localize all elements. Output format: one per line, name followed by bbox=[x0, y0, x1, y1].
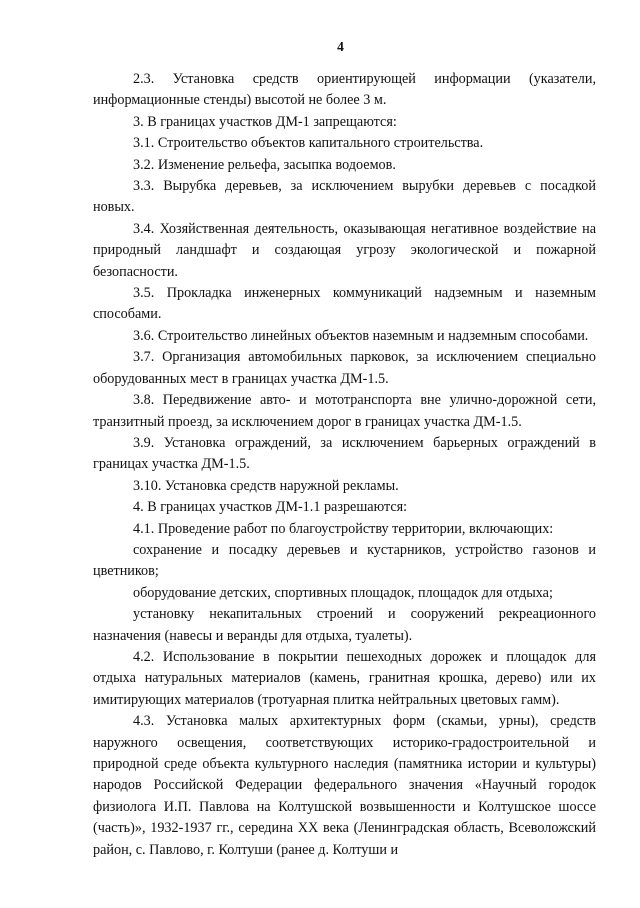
paragraph-3-3: 3.3. Вырубка деревьев, за исключением вырубки деревьев с посадкой новых. bbox=[93, 178, 596, 216]
paragraph-3-5: 3.5. Прокладка инженерных коммуникаций надземным и наземным способами. bbox=[93, 285, 596, 323]
paragraph-3-4: 3.4. Хозяйственная деятельность, оказывающая негативное воздействие на природный ландшафт и создающая угрозу экологической и пожарной безопасности. bbox=[93, 220, 596, 280]
document-body bbox=[93, 69, 596, 861]
paragraph-4-1-item-structures: установку некапитальных строений и сооружений рекреационного назначения (навесы и веранды для отдыха, туалеты). bbox=[93, 606, 596, 644]
paragraph-4-3: 4.3. Установка малых архитектурных форм (скамьи, урны), средств наружного освещения, соответствующих историко-градостроительной и природной среде объекта культурного наследия (памятника истории и культуры) народов Российской Федерации федерального значения «Научный городок физиолога И.П. Павлова на Колтушской возвышенности и Колтушское шоссе (часть)», 1932-1937 гг., середина XX века (Ленинградская область, Всеволожский район, с. Павлово, г. Колтуши (ранее д. Колтуши и bbox=[93, 713, 596, 858]
paragraph-2-3: 2.3. Установка средств ориентирующей информации (указатели, информационные стенды) высотой не более 3 м. bbox=[93, 71, 596, 109]
page-number: 4 bbox=[337, 39, 344, 54]
paragraph-4-2: 4.2. Использование в покрытии пешеходных дорожек и площадок для отдыха натуральных материалов (камень, гранитная крошка, дерево) или их имитирующих материалов (тротуарная плитка нейтральных цветовых гамм). bbox=[93, 648, 596, 708]
paragraph-3-1: 3.1. Строительство объектов капитального строительства. bbox=[133, 135, 484, 152]
paragraph-3-2: 3.2. Изменение рельефа, засыпка водоемов. bbox=[133, 156, 396, 173]
paragraph-3-10: 3.10. Установка средств наружной рекламы. bbox=[133, 477, 399, 494]
paragraph-4-1-item-playgrounds: оборудование детских, спортивных площадок, площадок для отдыха; bbox=[133, 584, 553, 601]
paragraph-3-heading: 3. В границах участков ДМ-1 запрещаются: bbox=[133, 113, 397, 130]
paragraph-3-9: 3.9. Установка ограждений, за исключением барьерных ограждений в границах участка ДМ-1.5. bbox=[93, 434, 596, 473]
paragraph-4-1-item-greenery: сохранение и посадку деревьев и кустарников, устройство газонов и цветников; bbox=[93, 541, 596, 580]
paragraph-4-heading: 4. В границах участков ДМ-1.1 разрешаются: bbox=[133, 499, 408, 516]
paragraph-3-7: 3.7. Организация автомобильных парковок, за исключением специально оборудованных мест в границах участка ДМ-1.5. bbox=[93, 349, 596, 387]
paragraph-4-1: 4.1. Проведение работ по благоустройству территории, включающих: bbox=[133, 520, 554, 537]
paragraph-3-6: 3.6. Строительство линейных объектов наземным и надземным способами. bbox=[133, 327, 589, 344]
paragraph-3-8: 3.8. Передвижение авто- и мототранспорта вне улично-дорожной сети, транзитный проезд, за исключением дорог в границах участка ДМ-1.5. bbox=[93, 392, 596, 430]
